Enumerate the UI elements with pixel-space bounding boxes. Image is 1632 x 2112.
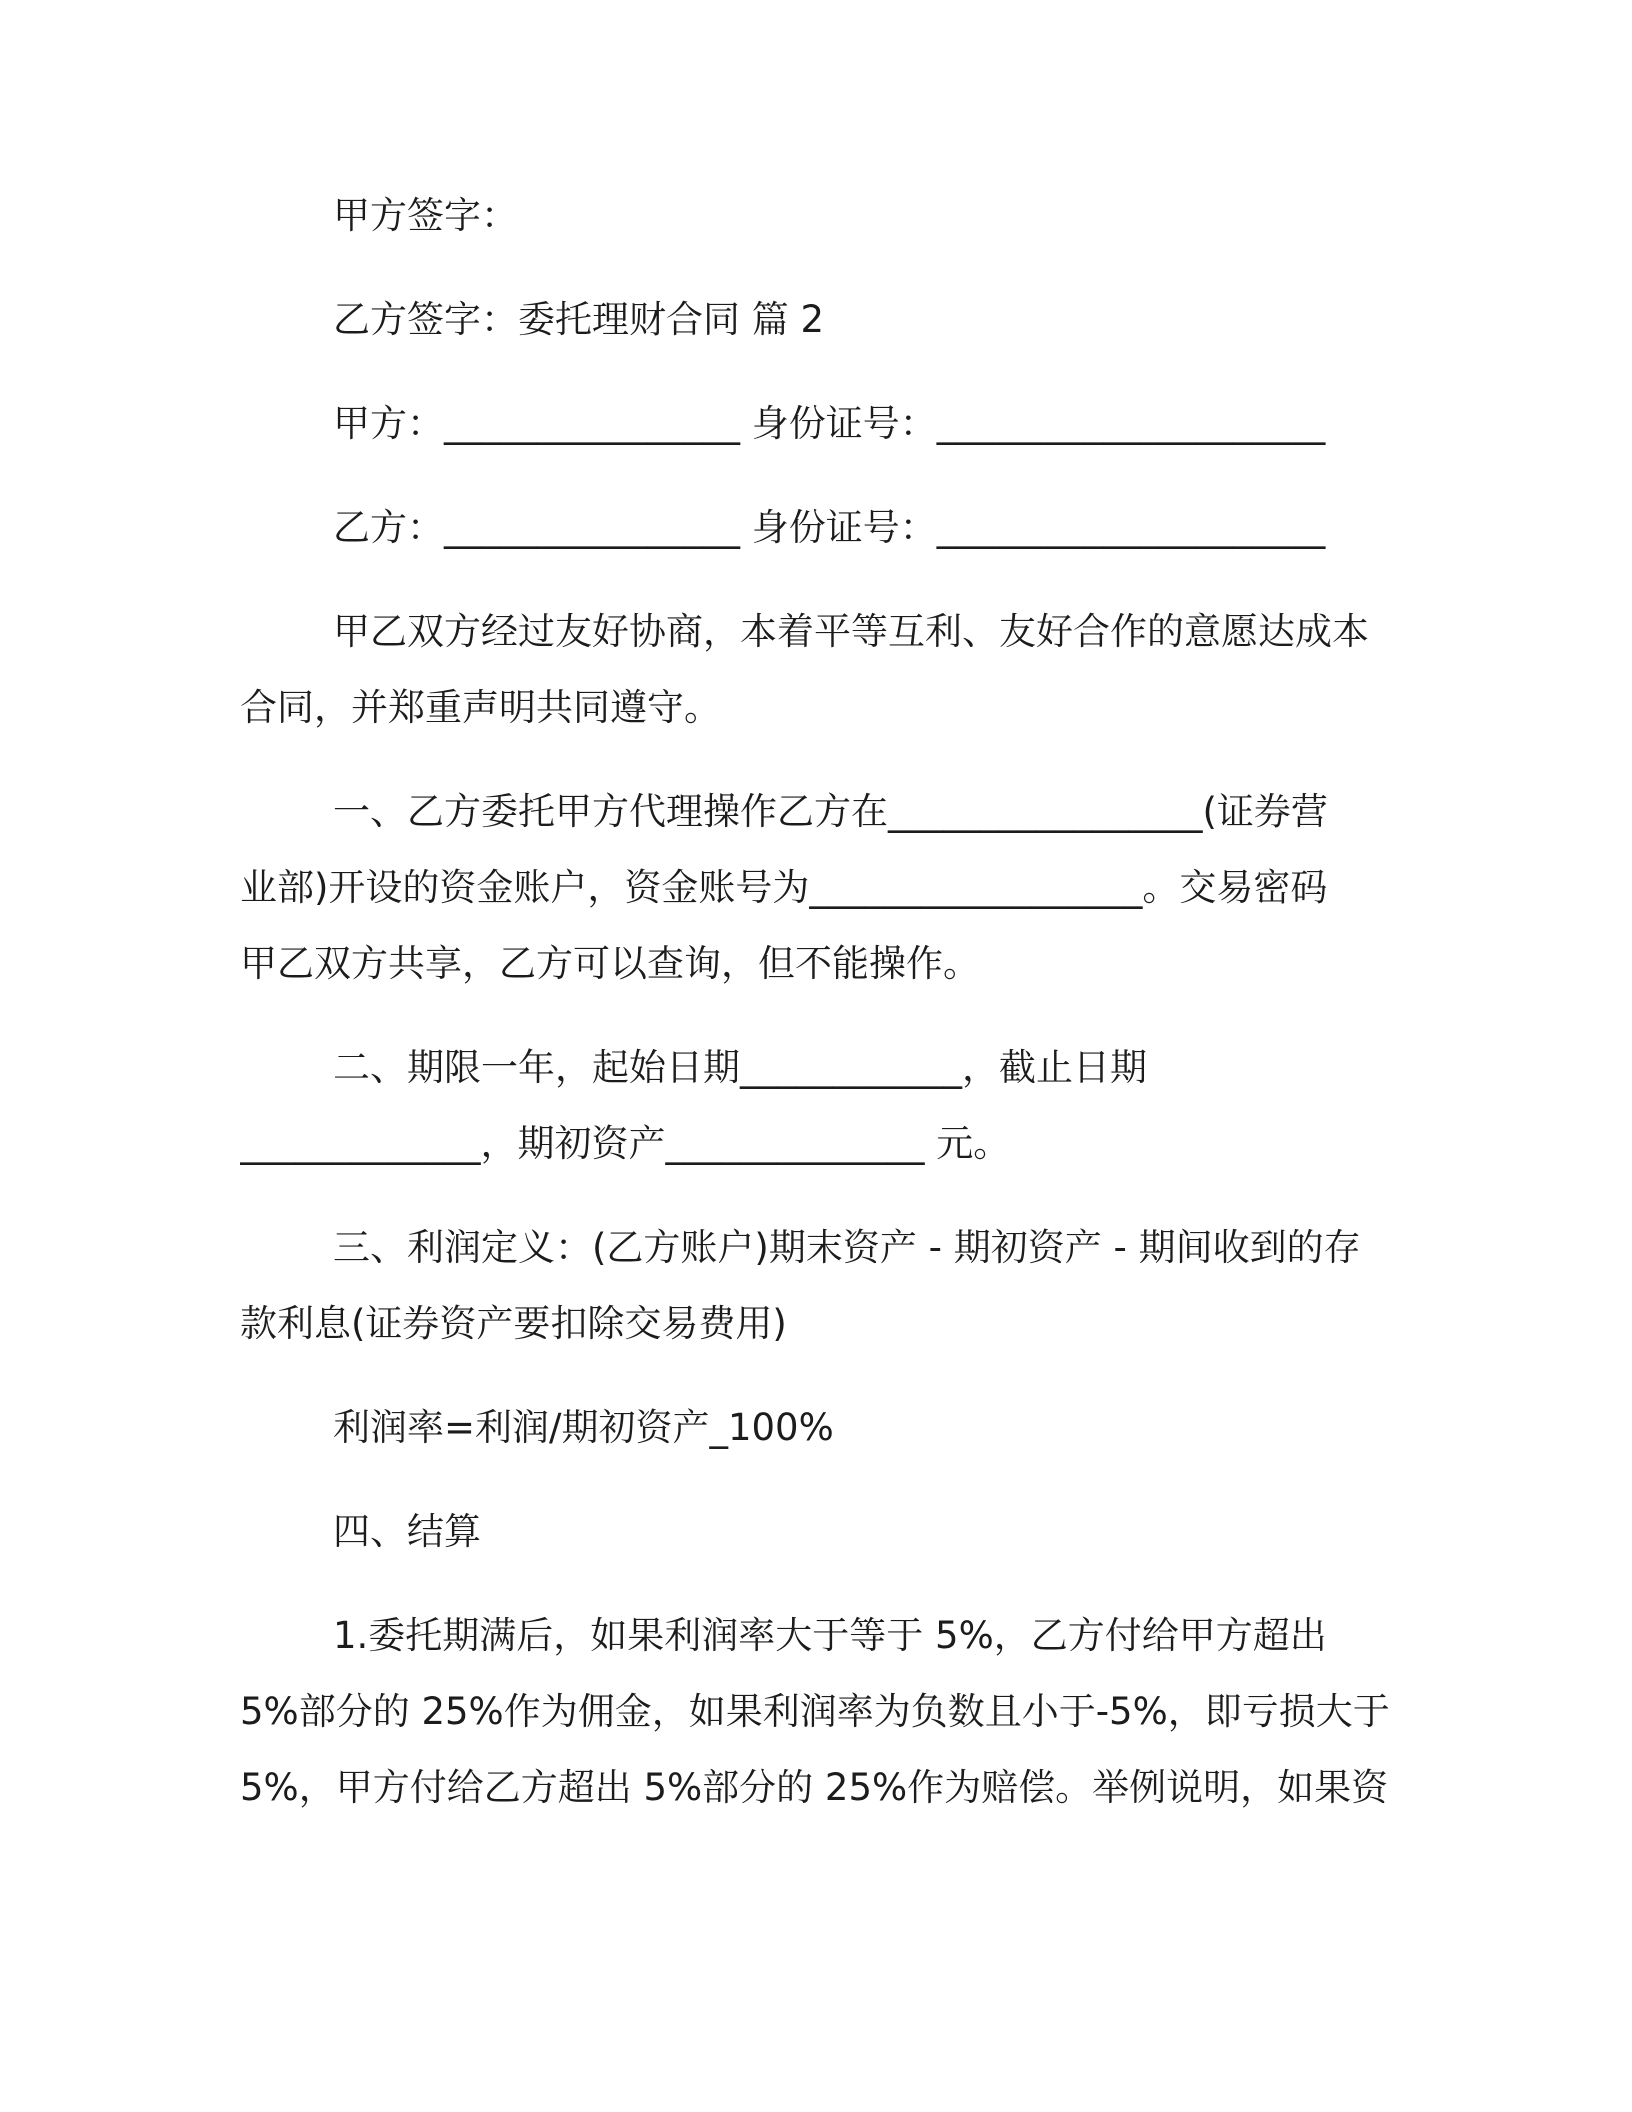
clause-4-heading [240, 1494, 1400, 1570]
text-line: 1.委托期满后，如果利润率大于等于 5%，乙方付给甲方超出 [333, 1614, 1327, 1657]
clause-2-paragraph [240, 1030, 1400, 1182]
text-line: 乙方：________________ 身份证号：_____________________ [333, 506, 1326, 549]
text-line: 合同，并郑重声明共同遵守。 [240, 686, 721, 729]
text-line: _____________，期初资产______________ 元。 [240, 1122, 1011, 1165]
party-a-signature [240, 178, 1400, 254]
party-a-id-field [240, 386, 1400, 462]
text-line: 一、乙方委托甲方代理操作乙方在_________________(证券营 [333, 790, 1328, 833]
text-line: 乙方签字：委托理财合同 篇 2 [333, 298, 825, 341]
text-line: 甲乙双方共享，乙方可以查询，但不能操作。 [240, 942, 980, 985]
preamble-paragraph [240, 594, 1400, 746]
document-page [240, 178, 1400, 1938]
text-line: 甲乙双方经过友好协商，本着平等互利、友好合作的意愿达成本 [333, 610, 1369, 653]
text-line: 5%，甲方付给乙方超出 5%部分的 25%作为赔偿。举例说明，如果资 [240, 1766, 1389, 1809]
text-line: 四、结算 [333, 1510, 481, 1553]
text-line: 三、利润定义：(乙方账户)期末资产 - 期初资产 - 期间收到的存 [333, 1226, 1361, 1269]
party-b-id-field [240, 490, 1400, 566]
clause-3-paragraph [240, 1210, 1400, 1362]
text-line: 二、期限一年，起始日期____________，截止日期 [333, 1046, 1147, 1089]
party-b-signature-and-title [240, 282, 1400, 358]
text-line: 甲方：________________ 身份证号：_____________________ [333, 402, 1326, 445]
settlement-item-1 [240, 1598, 1400, 1826]
text-line: 5%部分的 25%作为佣金，如果利润率为负数且小于-5%，即亏损大于 [240, 1690, 1390, 1733]
text-line: 业部)开设的资金账户，资金账号为__________________。交易密码 [240, 866, 1328, 909]
profit-rate-formula [240, 1390, 1400, 1466]
text-line: 款利息(证券资产要扣除交易费用) [240, 1302, 787, 1345]
text-line: 甲方签字： [333, 194, 518, 237]
clause-1-paragraph [240, 774, 1400, 1002]
text-line: 利润率=利润/期初资产_100% [333, 1406, 834, 1449]
